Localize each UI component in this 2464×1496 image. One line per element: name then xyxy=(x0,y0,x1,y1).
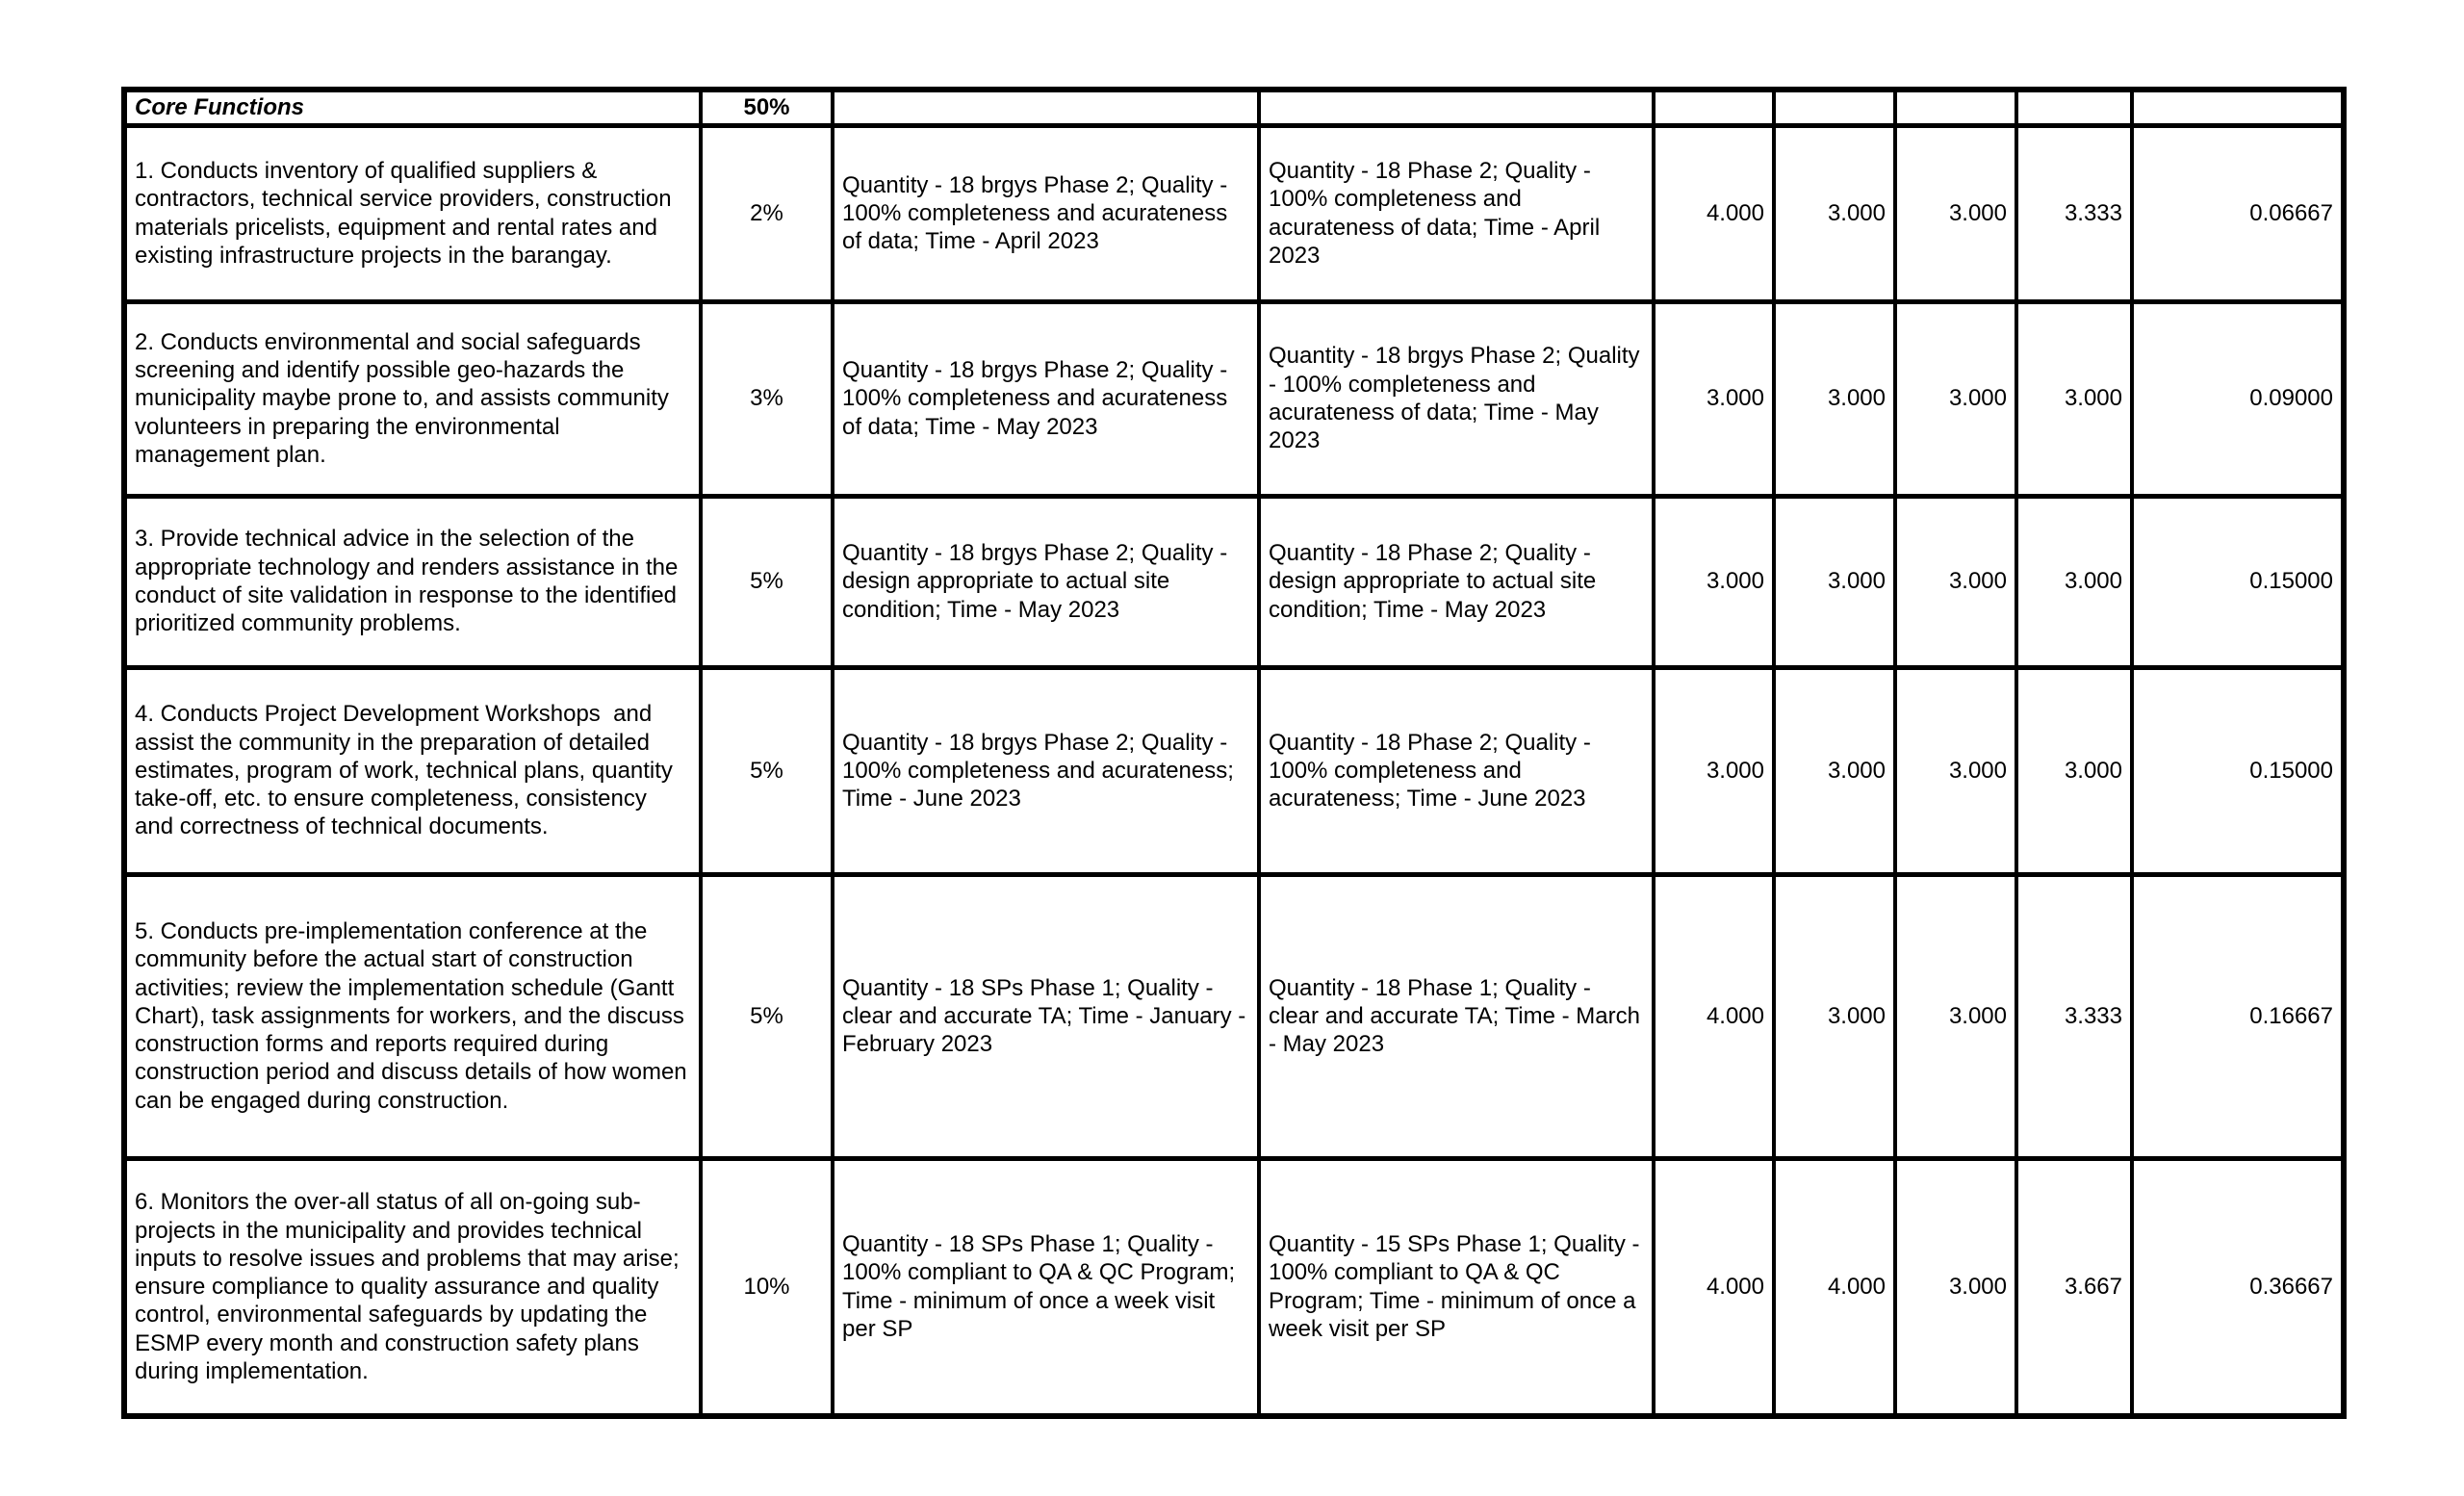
average-cell: 3.000 xyxy=(2016,496,2132,667)
table-row xyxy=(124,301,2344,496)
rating1-cell: 3.000 xyxy=(1654,301,1774,496)
rating3-cell: 3.000 xyxy=(1895,496,2016,667)
header-rating1-cell xyxy=(1654,90,1774,125)
task-cell: 2. Conducts environmental and social safeguards screening and identify possible geo-hazards the municipality maybe prone to, and assists community volunteers in preparing the environmental management plan. xyxy=(124,301,701,496)
header-average-cell xyxy=(2016,90,2132,125)
table-row xyxy=(124,1158,2344,1416)
header-target-cell xyxy=(833,90,1259,125)
target-cell: Quantity - 18 brgys Phase 2; Quality - design appropriate to actual site condition; Time - May 2023 xyxy=(833,496,1259,667)
target-cell: Quantity - 18 SPs Phase 1; Quality - clear and accurate TA; Time - January - February 2023 xyxy=(833,874,1259,1158)
score-cell: 0.09000 xyxy=(2132,301,2344,496)
rating1-cell: 3.000 xyxy=(1654,667,1774,874)
rating1-cell: 4.000 xyxy=(1654,874,1774,1158)
accomplishment-cell: Quantity - 18 Phase 2; Quality - 100% completeness and acurateness of data; Time - April 2023 xyxy=(1259,125,1654,301)
weight-cell: 5% xyxy=(701,667,833,874)
target-cell: Quantity - 18 brgys Phase 2; Quality - 100% completeness and acurateness of data; Time - May 2023 xyxy=(833,301,1259,496)
task-cell: 1. Conducts inventory of qualified suppliers & contractors, technical service providers, construction materials pricelists, equipment and rental rates and existing infrastructure projects in the barangay. xyxy=(124,125,701,301)
rating1-cell: 3.000 xyxy=(1654,496,1774,667)
rating2-cell: 3.000 xyxy=(1774,667,1895,874)
rating2-cell: 4.000 xyxy=(1774,1158,1895,1416)
table-row xyxy=(124,125,2344,301)
header-rating2-cell xyxy=(1774,90,1895,125)
weight-cell: 3% xyxy=(701,301,833,496)
rating2-cell: 3.000 xyxy=(1774,874,1895,1158)
rating2-cell: 3.000 xyxy=(1774,496,1895,667)
total-weight: 50% xyxy=(701,90,833,125)
target-cell: Quantity - 18 brgys Phase 2; Quality - 100% completeness and acurateness of data; Time - April 2023 xyxy=(833,125,1259,301)
average-cell: 3.667 xyxy=(2016,1158,2132,1416)
section-title: Core Functions xyxy=(124,90,701,125)
target-cell: Quantity - 18 SPs Phase 1; Quality - 100% compliant to QA & QC Program; Time - minimum of once a week visit per SP xyxy=(833,1158,1259,1416)
target-cell: Quantity - 18 brgys Phase 2; Quality - 100% completeness and acurateness; Time - June 2023 xyxy=(833,667,1259,874)
rating1-cell: 4.000 xyxy=(1654,1158,1774,1416)
rating3-cell: 3.000 xyxy=(1895,301,2016,496)
core-functions-table xyxy=(121,87,2347,1419)
header-score-cell xyxy=(2132,90,2344,125)
table-row xyxy=(124,496,2344,667)
accomplishment-cell: Quantity - 18 Phase 1; Quality - clear and accurate TA; Time - March - May 2023 xyxy=(1259,874,1654,1158)
table-row xyxy=(124,874,2344,1158)
accomplishment-cell: Quantity - 18 brgys Phase 2; Quality - 100% completeness and acurateness of data; Time - May 2023 xyxy=(1259,301,1654,496)
score-cell: 0.15000 xyxy=(2132,496,2344,667)
weight-cell: 10% xyxy=(701,1158,833,1416)
header-accomplishment-cell xyxy=(1259,90,1654,125)
accomplishment-cell: Quantity - 18 Phase 2; Quality - 100% completeness and acurateness; Time - June 2023 xyxy=(1259,667,1654,874)
rating2-cell: 3.000 xyxy=(1774,125,1895,301)
weight-cell: 5% xyxy=(701,874,833,1158)
task-cell: 5. Conducts pre-implementation conference at the community before the actual start of construction activities; review the implementation schedule (Gantt Chart), task assignments for workers, and the discuss construction forms and reports required during construction period and discuss details of how women can be engaged during construction. xyxy=(124,874,701,1158)
rating3-cell: 3.000 xyxy=(1895,667,2016,874)
score-cell: 0.06667 xyxy=(2132,125,2344,301)
rating1-cell: 4.000 xyxy=(1654,125,1774,301)
table-header-row xyxy=(124,90,2344,125)
header-rating3-cell xyxy=(1895,90,2016,125)
task-cell: 6. Monitors the over-all status of all on-going sub-projects in the municipality and provides technical inputs to resolve issues and problems that may arise; ensure compliance to quality assurance and quality control, environmental safeguards by updating the ESMP every month and construction safety plans during implementation. xyxy=(124,1158,701,1416)
score-cell: 0.36667 xyxy=(2132,1158,2344,1416)
task-cell: 4. Conducts Project Development Workshops and assist the community in the preparation of detailed estimates, program of work, technical plans, quantity take-off, etc. to ensure completeness, consistency and correctness of technical documents. xyxy=(124,667,701,874)
table-row xyxy=(124,667,2344,874)
average-cell: 3.333 xyxy=(2016,125,2132,301)
score-cell: 0.16667 xyxy=(2132,874,2344,1158)
average-cell: 3.333 xyxy=(2016,874,2132,1158)
rating3-cell: 3.000 xyxy=(1895,1158,2016,1416)
weight-cell: 5% xyxy=(701,496,833,667)
weight-cell: 2% xyxy=(701,125,833,301)
task-cell: 3. Provide technical advice in the selection of the appropriate technology and renders assistance in the conduct of site validation in response to the identified prioritized community problems. xyxy=(124,496,701,667)
accomplishment-cell: Quantity - 18 Phase 2; Quality - design appropriate to actual site condition; Time - May 2023 xyxy=(1259,496,1654,667)
accomplishment-cell: Quantity - 15 SPs Phase 1; Quality - 100% compliant to QA & QC Program; Time - minimum of once a week visit per SP xyxy=(1259,1158,1654,1416)
score-cell: 0.15000 xyxy=(2132,667,2344,874)
rating3-cell: 3.000 xyxy=(1895,125,2016,301)
rating2-cell: 3.000 xyxy=(1774,301,1895,496)
average-cell: 3.000 xyxy=(2016,667,2132,874)
rating3-cell: 3.000 xyxy=(1895,874,2016,1158)
average-cell: 3.000 xyxy=(2016,301,2132,496)
